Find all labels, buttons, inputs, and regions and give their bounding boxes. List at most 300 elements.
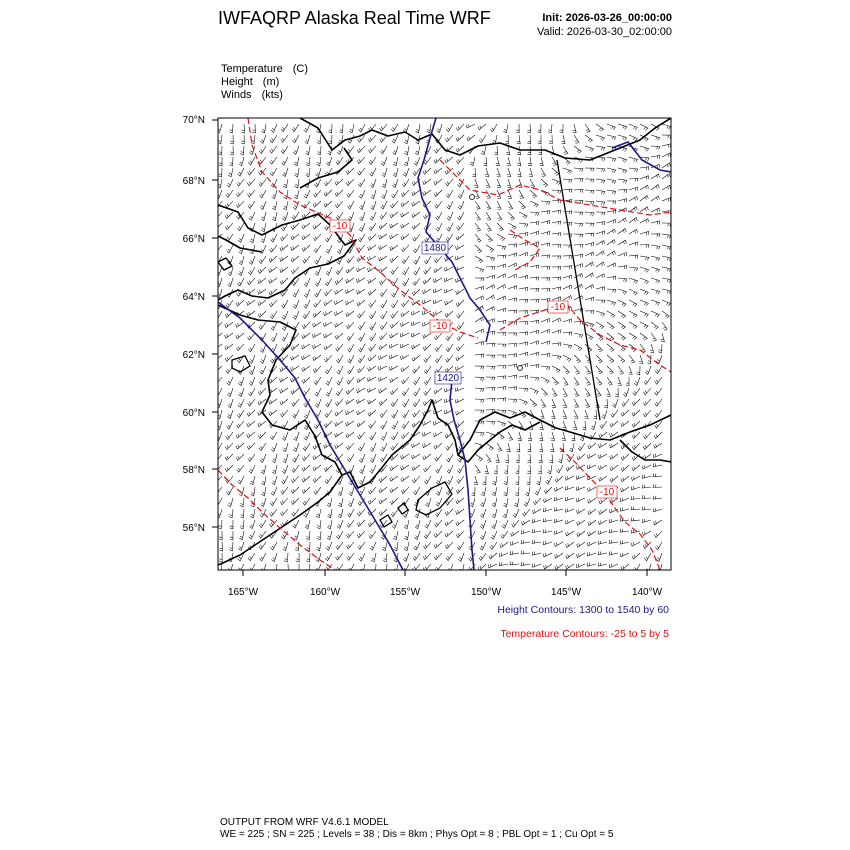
wind-barb [434,399,442,404]
wind-barb [475,317,483,322]
wind-barb [225,201,233,208]
wind-barb [369,531,376,538]
wind-barb [599,520,608,525]
wind-barb [457,212,464,220]
wind-barb [423,289,431,294]
wind-barb [380,135,387,142]
wind-barb [574,296,583,300]
wind-barb [248,157,255,165]
wind-barb [238,267,244,276]
wind-barb [577,542,585,547]
wind-barb [490,124,497,132]
wind-barb [563,296,572,301]
wind-barb [412,201,420,206]
wind-barb [324,300,332,306]
wind-barb [508,274,517,278]
wind-barb [475,454,483,461]
wind-barb [271,487,277,495]
wind-barb [626,377,629,386]
wind-barb [335,190,343,196]
wind-barb [259,322,266,329]
wind-barb [249,212,255,220]
wind-barb [566,542,574,548]
wind-barb [651,256,660,261]
wind-barb [456,124,464,131]
wind-barb [248,564,255,572]
wind-barb [270,498,277,506]
wind-barb [371,190,376,199]
wind-barb [346,531,354,538]
wind-barb [359,476,365,485]
wind-barb [302,454,310,461]
nunivak-island [232,356,250,372]
wind-barb [271,333,277,341]
wind-barb [563,421,567,430]
wind-barb [357,311,365,318]
wind-barb [480,498,486,507]
aleutian-1 [380,515,392,527]
wind-barb [574,244,583,247]
wind-barb [598,551,607,555]
wind-barb [291,388,299,394]
temp-label-2 [430,320,450,332]
wind-barb [632,410,640,416]
wind-barb [412,344,420,349]
wind-barb [346,278,354,283]
wind-barb [475,354,484,357]
wind-barb [532,529,541,532]
wind-barb [294,190,299,199]
wind-barb [445,399,454,403]
wind-barb [445,157,453,163]
wind-barb [313,465,321,471]
wind-barb [632,443,640,450]
wind-barb [632,421,640,427]
wind-barb [347,201,354,209]
wind-barb [435,201,442,208]
wind-barb [618,344,625,351]
wind-barb [566,476,575,480]
wind-barb [552,256,561,259]
wind-barb [530,231,539,235]
wind-barb [413,487,420,495]
wind-barb [574,321,583,324]
wind-barb [326,267,332,275]
wind-barb [620,518,629,521]
wind-barb [497,344,506,347]
wind-barb [621,410,629,416]
wind-barb [642,495,651,498]
wind-barb [346,289,355,293]
wind-barb [596,355,602,363]
wind-barb [337,245,343,254]
wind-barb [260,201,266,210]
wind-barb [530,222,539,225]
wind-barb [401,432,409,439]
wind-barb [369,311,376,319]
wind-barb [325,553,332,561]
wind-barb [423,465,431,472]
wind-barb [434,289,443,293]
wind-barb [530,330,539,334]
wind-barb [637,366,641,375]
wind-barb [401,454,409,459]
wind-barb [247,179,255,186]
wind-barb [347,190,354,197]
wind-barb [292,465,299,472]
wind-barb [530,399,537,407]
wind-barb [540,421,544,430]
wind-barb [618,266,627,269]
wind-barb [251,487,255,496]
wind-barb [493,476,498,485]
wind-barb [662,185,670,190]
wind-barb [596,322,604,329]
model-info-line1: OUTPUT FROM WRF V4.6.1 MODEL [220,817,389,828]
wind-barb [379,388,387,393]
wind-barb [470,157,475,166]
wind-barb [522,520,530,525]
wind-barb [215,311,222,319]
wind-barb [585,399,590,408]
wind-barb [621,454,629,460]
wind-barb [360,564,365,573]
wind-barb [554,497,563,501]
wind-barb [527,476,530,485]
wind-barb [457,168,464,175]
wind-barb [227,564,233,573]
wind-barb [326,542,332,550]
wind-barb [252,124,255,133]
wind-barb [543,508,552,512]
wind-barb [315,388,321,396]
wind-barb [313,366,321,373]
wind-barb [219,542,222,551]
wind-barb [382,168,387,177]
wind-barb [215,498,222,506]
wind-barb [457,322,464,330]
wind-barb [596,388,601,396]
wind-barb [497,212,502,220]
wind-barb [554,519,563,523]
wind-barb [269,256,277,262]
wind-barb [326,388,332,396]
wind-barb [445,542,453,549]
wind-barb [240,520,244,529]
wind-barb [304,278,310,286]
wind-barb [445,531,453,537]
wind-barb [654,432,662,439]
wind-barb [249,377,255,385]
wind-barb [496,157,500,166]
wind-barb [607,377,612,385]
wind-barb [424,267,431,274]
wind-barb [437,124,442,133]
wind-barb [261,476,266,485]
wind-barb [662,198,671,202]
wind-barb [370,322,377,330]
wind-barb [640,278,648,284]
wind-barb [281,476,288,484]
wind-barb [336,267,343,275]
wind-barb [447,223,454,231]
wind-barb [585,168,594,172]
map-area [214,118,671,573]
wind-barb [260,344,266,352]
wind-barb [456,487,464,494]
wind-barb [599,531,608,535]
wind-barb [662,322,667,330]
temperature-contour-note: Temperature Contours: -25 to 5 by 5 [500,628,669,640]
wind-barb [423,454,431,460]
wind-barb [612,399,618,408]
wind-barb [499,562,508,566]
wind-barb [598,563,607,567]
wind-barb [654,520,662,525]
wind-barb [379,333,387,340]
lat-label-68: 68°N [182,176,205,187]
wind-barb [574,366,580,374]
wind-barb [434,278,443,282]
wind-barb [381,443,387,451]
wind-barb [404,531,409,540]
wind-barb [335,201,343,208]
wind-barb [228,278,233,287]
wind-barb [481,146,486,155]
wind-barb [259,443,266,451]
wind-barb [393,168,398,177]
wind-barb [456,344,464,351]
wind-barb [653,484,662,487]
wind-barb [446,498,453,505]
wind-barb [225,344,233,350]
wind-barb [423,190,431,195]
wind-barb [240,509,244,518]
wind-barb [230,520,233,529]
wind-barb [273,564,277,573]
wind-barb [217,421,222,430]
wind-barb [662,267,671,272]
wind-barb [368,399,376,404]
wind-barb [238,542,244,551]
wind-barb [426,498,432,507]
wind-barb [270,245,277,252]
wind-barb [370,212,376,220]
wind-barb [424,531,431,539]
wind-barb [467,135,475,141]
wind-barb [533,564,542,568]
wind-barb [530,201,538,207]
lat-label-64: 64°N [182,292,205,303]
wind-barb [434,542,442,548]
wind-barb [390,256,398,262]
wind-barb [585,311,594,314]
wind-barb [639,355,643,364]
wind-barb [577,531,585,537]
wind-barb [596,231,605,235]
wind-barb [602,410,607,419]
wind-barb [651,311,659,317]
wind-barb [436,498,442,506]
wind-barb [347,377,354,384]
wind-barb [270,311,277,319]
wind-barb [517,443,520,452]
wind-barb [306,157,310,166]
wind-barb [261,465,266,474]
wind-barb [241,124,244,133]
wind-barb [497,296,506,300]
wind-barb [335,278,343,284]
lon-label-140: 140°W [631,587,663,598]
wind-barb [472,168,475,177]
wind-barb [337,520,343,528]
wind-barb [458,553,464,561]
wind-barb [248,190,256,197]
wind-barb [369,300,376,307]
wind-barb [497,365,506,368]
wind-barb [247,311,255,316]
wind-barb [295,168,299,177]
wind-barb [541,319,550,323]
wind-barb [515,476,519,485]
wind-barb [390,322,398,328]
wind-barb [390,234,398,239]
wind-barb [640,289,648,295]
wind-barb [574,146,581,153]
wind-barb [238,399,244,407]
wind-barb [335,333,343,339]
wind-barb [640,207,648,212]
wind-barb [229,542,233,551]
wind-barb [305,520,310,529]
wind-barb [631,518,640,521]
wind-barb [537,476,542,485]
wind-barb [368,234,376,240]
wind-barb [556,465,563,473]
wind-barb [653,496,662,499]
wind-barb [532,540,541,543]
wind-barb [302,377,310,383]
wind-barb [336,388,343,396]
wind-barb [390,388,398,395]
wind-barb [302,366,310,371]
wind-barb [401,465,409,470]
wind-barb [629,135,637,141]
wind-barb [357,366,365,373]
wind-barb [457,542,464,550]
wind-barb [325,366,332,374]
wind-barb [271,234,278,242]
wind-barb [414,256,421,264]
wind-barb [456,531,464,538]
wind-barb [474,476,478,485]
wind-barb [336,344,343,351]
wind-barb [379,234,387,239]
wind-barb [577,498,586,502]
wind-barb [655,388,662,395]
wind-barb [423,443,431,448]
wind-barb [515,487,519,496]
wind-barb [403,124,409,133]
wind-barb [303,311,310,319]
wind-barb [527,135,530,144]
wind-barb [423,421,432,426]
wind-barb [541,377,549,383]
wind-barb [302,487,310,493]
wind-barb [368,278,376,283]
wind-barb [596,262,604,267]
wind-barb [270,432,277,440]
wind-barb [302,476,310,482]
wind-barb [478,564,486,570]
wind-barb [629,157,638,162]
wind-barb [269,278,277,283]
wind-barb [447,201,453,209]
wind-barb [486,190,491,199]
wind-barb [284,553,288,562]
wind-barb [335,179,343,185]
wind-barb [518,432,522,441]
wind-barb [584,410,588,419]
wind-barb [585,223,594,227]
wind-barb [494,465,497,474]
wind-barb [596,311,605,316]
wind-barb [610,432,618,437]
wind-barb [357,278,366,283]
wind-barb [655,410,662,417]
wind-barb [577,476,586,480]
wind-barb [236,333,244,339]
lat-label-56: 56°N [182,523,205,534]
wind-barb [227,421,233,429]
islands [218,258,452,527]
wind-barb [610,421,618,427]
wind-barb [368,498,376,504]
wind-barb [357,289,365,294]
wind-barb [651,289,660,294]
wind-barb [217,278,222,287]
wind-barb [497,285,506,290]
wind-barb [585,285,594,289]
wind-barb [401,311,409,317]
wind-barb [588,509,596,515]
wind-barb [562,432,566,441]
wind-barb [302,322,310,329]
wind-barb [228,399,233,408]
wind-barb [339,124,343,133]
wind-barb [269,410,277,416]
wind-barb [390,201,398,208]
wind-barb [382,190,388,199]
wind-barb [404,520,409,529]
wind-barb [434,256,442,263]
wind-barb [474,179,478,188]
wind-barb [247,432,255,438]
wind-barb [291,256,299,262]
wind-barb [607,344,614,352]
wind-barb [412,322,421,326]
wind-barb [402,256,409,264]
wind-barb [325,234,332,242]
wind-barb [303,256,310,263]
wind-barb [368,245,376,250]
wind-barb [596,344,603,352]
wind-barb [629,229,637,234]
wind-barb [651,174,659,179]
wind-barb [249,355,255,363]
wind-barb [548,465,553,474]
wind-barb [291,234,299,240]
